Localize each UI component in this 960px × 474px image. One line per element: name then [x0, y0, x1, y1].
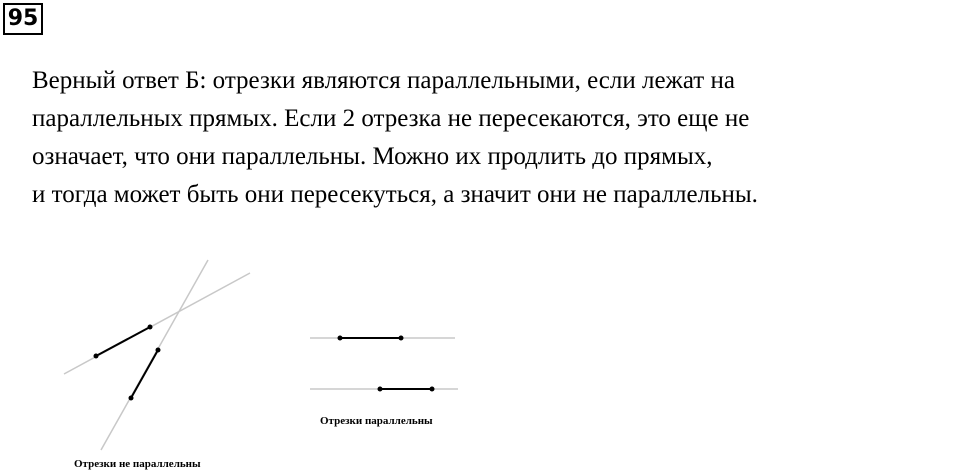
answer-text [32, 62, 960, 214]
answer-line-4: и тогда может быть они пересекуться, а значит они не параллельны. [32, 181, 758, 208]
answer-line-3: означает, что они параллельны. Можно их продлить до прямых, [32, 143, 713, 170]
answer-line-1: Верный ответ Б: отрезки являются параллельными, если лежат на [32, 67, 735, 94]
non-parallel-figure [64, 260, 250, 450]
point [378, 387, 383, 392]
point [399, 336, 404, 341]
caption-not-parallel: Отрезки не параллельны [74, 458, 201, 470]
caption-parallel: Отрезки параллельны [320, 415, 433, 427]
point [129, 396, 134, 401]
task-number-box [3, 3, 43, 35]
segment-b [131, 350, 158, 398]
point [156, 348, 161, 353]
point [94, 354, 99, 359]
point [430, 387, 435, 392]
line-a [64, 273, 250, 374]
parallel-figure [310, 336, 458, 392]
point [148, 325, 153, 330]
task-number: 95 [7, 6, 39, 31]
answer-line-2: параллельных прямых. Если 2 отрезка не пересекаются, это еще не [32, 105, 750, 132]
segment-a [96, 327, 150, 356]
geometry-illustration [0, 240, 960, 474]
point [338, 336, 343, 341]
